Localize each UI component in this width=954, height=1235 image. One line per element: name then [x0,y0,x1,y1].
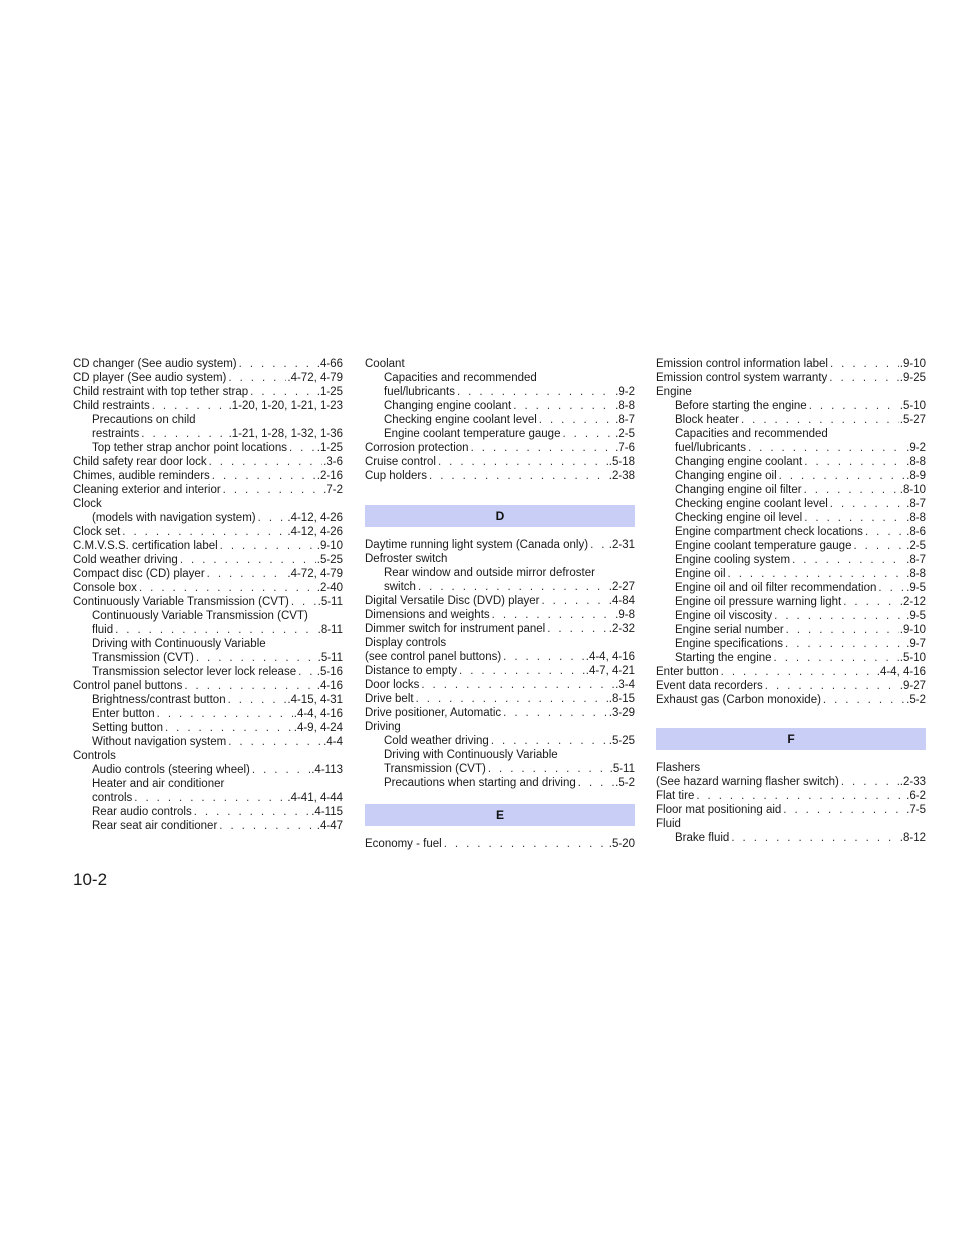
entry-text: Without navigation system [92,736,227,748]
entry-page: .2-27 [608,581,635,593]
entry-page: .8-9 [906,470,926,482]
entry-page: .5-11 [317,596,343,608]
index-subentry [73,693,343,707]
entry-text: Starting the engine [675,652,772,664]
index-entry [73,483,343,497]
entry-text: Dimensions and weights [365,609,490,621]
index-subentry [365,385,635,399]
entry-text: Economy - fuel [365,838,442,850]
entry-text: Changing engine oil filter [675,484,802,496]
entry-text: Floor mat positioning aid [656,804,782,816]
entry-page: .7-6 [615,442,635,454]
index-subentry [73,707,343,721]
entry-page: .5-16 [316,666,343,678]
entry-text: Engine oil [675,568,726,580]
entry-page: .3-4 [615,679,635,691]
entry-page: .8-10 [899,484,926,496]
entry-page: .8-15 [608,693,635,705]
entry-page: .4-12, 4-26 [287,512,343,524]
entry-page: .4-16 [316,680,343,692]
entry-text: fuel/lubricants [384,386,455,398]
entry-page: .9-27 [899,680,926,692]
entry-page: .8-7 [615,414,635,426]
index-entry [73,553,343,567]
entry-page: .9-8 [615,609,635,621]
entry-page: .5-2 [906,694,926,706]
entry-text: Precautions when starting and driving [384,777,576,789]
index-entry [365,594,635,608]
entry-text: Engine compartment check locations [675,526,863,538]
entry-page: .2-33 [899,776,926,788]
entry-text: Block heater [675,414,739,426]
index-subentry-heading: Rear window and outside mirror defroster [384,567,595,579]
entry-text: Control panel buttons [73,680,183,692]
entry-page: .4-115 [311,806,343,818]
index-subentry [73,511,343,525]
entry-page: .2-32 [608,623,635,635]
index-subentry [73,721,343,735]
entry-text: Child safety rear door lock [73,456,207,468]
entry-text: Exhaust gas (Carbon monoxide) [656,694,821,706]
index-entry [73,595,343,609]
index-entry [365,678,635,692]
entry-page: .9-5 [906,582,926,594]
entry-page: .5-18 [608,456,635,468]
index-subentry [656,469,926,483]
entry-page: .4-4, 4-16 [585,651,635,663]
index-entry [656,693,926,707]
entry-page: .4-41, 4-44 [287,792,343,804]
index-subentry [656,567,926,581]
entry-page: .4-84 [608,595,635,607]
index-subentry-heading: Continuously Variable Transmission (CVT) [92,610,308,622]
index-entry [73,581,343,595]
index-entry [73,399,343,413]
entry-page: .6-2 [906,790,926,802]
entry-text: Dimmer switch for instrument panel [365,623,546,635]
entry-page: .9-25 [899,372,926,384]
entry-page: .7-5 [906,804,926,816]
index-entry [365,538,635,552]
section-letter-d: D [365,505,635,527]
entry-text: Cold weather driving [73,554,178,566]
entry-text: Door locks [365,679,420,691]
index-entry [365,469,635,483]
entry-text: Transmission selector lever lock release [92,666,297,678]
index-entry [73,455,343,469]
entry-text: Emission control system warranty [656,372,828,384]
index-subentry [656,455,926,469]
index-subentry [656,539,926,553]
index-entry [365,455,635,469]
entry-text: Cold weather driving [384,735,489,747]
entry-text: Event data recorders [656,680,763,692]
entry-page: .3-29 [608,707,635,719]
entry-text: Engine cooling system [675,554,791,566]
entry-page: .4-72, 4-79 [287,372,343,384]
index-subentry [656,413,926,427]
entry-text: Cruise control [365,456,436,468]
entry-page: .5-10 [899,652,926,664]
entry-text: Changing engine coolant [675,456,803,468]
entry-page: .9-5 [906,610,926,622]
entry-text: Engine coolant temperature gauge [675,540,852,552]
entry-text: Before starting the engine [675,400,807,412]
entry-text: switch [384,581,416,593]
index-subentry [365,762,635,776]
index-subentry [73,623,343,637]
entry-text: Flat tire [656,790,695,802]
entry-text: Child restraint with top tether strap [73,386,249,398]
entry-text: Engine oil and oil filter recommendation [675,582,877,594]
index-subentry [656,831,926,845]
entry-page: .8-8 [906,456,926,468]
index-subentry [73,763,343,777]
index-entry [656,357,926,371]
index-subentry [656,609,926,623]
entry-page: .4-66 [316,358,343,370]
index-heading: Engine [656,386,692,398]
index-subentry-heading: Capacities and recommended [675,428,828,440]
entry-text: Engine specifications [675,638,784,650]
index-subentry [73,427,343,441]
entry-text: Distance to empty [365,665,458,677]
entry-text: Audio controls (steering wheel) [92,764,250,776]
entry-page: .4-9, 4-24 [293,722,343,734]
entry-text: Enter button [92,708,155,720]
index-subentry [365,734,635,748]
entry-page: .8-7 [906,498,926,510]
index-entry [365,441,635,455]
entry-page: .2-31 [608,539,635,551]
entry-page: .4-12, 4-26 [287,526,343,538]
index-entry [73,539,343,553]
entry-page: .1-25 [316,386,343,398]
entry-page: .8-11 [317,624,343,636]
index-subentry [656,399,926,413]
entry-page: .9-10 [899,358,926,370]
entry-text: Digital Versatile Disc (DVD) player [365,595,540,607]
entry-text: Enter button [656,666,719,678]
entry-text: Rear seat air conditioner [92,820,218,832]
entry-page: .4-7, 4-21 [585,665,635,677]
index-subentry [73,651,343,665]
entry-page: .2-12 [899,596,926,608]
index-entry [365,706,635,720]
index-entry [73,385,343,399]
entry-text: Brake fluid [675,832,730,844]
entry-text: Setting button [92,722,163,734]
entry-page: .5-25 [316,554,343,566]
entry-text: Drive positioner, Automatic [365,707,502,719]
index-subentry [365,776,635,790]
entry-page: .8-8 [615,400,635,412]
entry-page: .5-11 [317,652,343,664]
entry-text: Engine oil pressure warning light [675,596,842,608]
index-subentry-heading: Driving with Continuously Variable [384,749,558,761]
entry-text: Changing engine coolant [384,400,512,412]
index-entry [365,608,635,622]
section-letter-e: E [365,804,635,826]
index-subentry [73,735,343,749]
index-subentry [73,791,343,805]
entry-page: .2-38 [608,470,635,482]
entry-text: Console box [73,582,137,594]
index-entry [73,679,343,693]
entry-text: Clock set [73,526,121,538]
entry-page: .4-4 [323,736,343,748]
entry-text: Brightness/contrast button [92,694,226,706]
entry-page: .5-25 [608,735,635,747]
index-subentry [365,399,635,413]
entry-text: controls [92,792,133,804]
entry-text: Corrosion protection [365,442,469,454]
entry-text: Child restraints [73,400,150,412]
index-subentry-heading: Heater and air conditioner [92,778,225,790]
index-entry [73,567,343,581]
index-column-1 [73,357,343,833]
index-subentry-heading: Driving with Continuously Variable [92,638,266,650]
entry-text: Transmission (CVT) [384,763,486,775]
index-entry [365,622,635,636]
entry-page: .4-47 [316,820,343,832]
entry-page: .2-5 [906,540,926,552]
entry-page: .9-10 [316,540,343,552]
index-subentry-heading: Precautions on child [92,414,196,426]
index-subentry-heading: Capacities and recommended [384,372,537,384]
entry-text: Rear audio controls [92,806,192,818]
index-subentry [365,413,635,427]
index-entry [73,469,343,483]
entry-page: .1-21, 1-28, 1-32, 1-36 [228,428,343,440]
entry-page: .2-40 [316,582,343,594]
entry-page: .5-20 [608,838,635,850]
index-entry [365,664,635,678]
index-column-2 [365,357,635,851]
entry-text: restraints [92,428,140,440]
entry-text: Continuously Variable Transmission (CVT) [73,596,289,608]
entry-text: Engine oil viscosity [675,610,773,622]
index-heading: Clock [73,498,102,510]
index-entry [365,650,635,664]
index-entry [656,371,926,385]
entry-text: Checking engine oil level [675,512,803,524]
index-entry [656,789,926,803]
index-column-3 [656,357,926,845]
index-heading: Driving [365,721,401,733]
entry-page: .2-16 [316,470,343,482]
entry-text: (models with navigation system) [92,512,256,524]
entry-text: Compact disc (CD) player [73,568,205,580]
index-entry [365,692,635,706]
index-heading: Display controls [365,637,447,649]
entry-text: fuel/lubricants [675,442,746,454]
index-heading: Controls [73,750,116,762]
entry-page: .7-2 [323,484,343,496]
index-entry [365,837,635,851]
index-entry [656,803,926,817]
entry-text: Engine coolant temperature gauge [384,428,561,440]
entry-text: Changing engine oil [675,470,777,482]
entry-page: .8-8 [906,568,926,580]
entry-page: .3-6 [323,456,343,468]
entry-page: .2-5 [615,428,635,440]
index-entry [656,665,926,679]
entry-text: Checking engine coolant level [675,498,828,510]
entry-page: .5-27 [899,414,926,426]
entry-text: Cleaning exterior and interior [73,484,221,496]
entry-text: CD player (See audio system) [73,372,227,384]
index-subentry [656,511,926,525]
index-entry [656,775,926,789]
entry-page: .5-11 [609,763,635,775]
index-subentry [656,637,926,651]
index-heading: Defroster switch [365,553,448,565]
entry-text: CD changer (See audio system) [73,358,237,370]
entry-text: fluid [92,624,114,636]
index-subentry [656,525,926,539]
index-entry [73,371,343,385]
entry-page: .5-2 [615,777,635,789]
index-subentry [656,441,926,455]
index-subentry [656,497,926,511]
index-subentry [656,581,926,595]
index-heading: Flashers [656,762,701,774]
index-subentry [656,651,926,665]
entry-page: .5-10 [899,400,926,412]
entry-text: Cup holders [365,470,428,482]
entry-page: .1-20, 1-20, 1-21, 1-23 [228,400,343,412]
entry-text: Emission control information label [656,358,828,370]
index-subentry [656,623,926,637]
entry-page: .4-113 [311,764,343,776]
entry-page: .9-2 [615,386,635,398]
index-subentry [656,553,926,567]
index-heading: Fluid [656,818,681,830]
entry-text: Transmission (CVT) [92,652,194,664]
index-subentry [73,819,343,833]
entry-text: (See hazard warning flasher switch) [656,776,839,788]
index-subentry [656,595,926,609]
entry-page: .9-10 [899,624,926,636]
index-subentry [73,805,343,819]
entry-page: .9-7 [906,638,926,650]
index-subentry [365,580,635,594]
entry-text: (see control panel buttons) [365,651,502,663]
entry-page: .1-25 [316,442,343,454]
index-subentry [73,665,343,679]
entry-page: .8-8 [906,512,926,524]
index-entry [73,525,343,539]
entry-text: Drive belt [365,693,414,705]
entry-page: .8-7 [906,554,926,566]
entry-text: Engine serial number [675,624,784,636]
section-letter-f: F [656,728,926,750]
entry-page: .4-4, 4-16 [293,708,343,720]
entry-text: Daytime running light system (Canada only) [365,539,589,551]
entry-page: .4-15, 4-31 [287,694,343,706]
entry-page: .4-4, 4-16 [876,666,926,678]
index-subentry [365,427,635,441]
entry-text: Checking engine coolant level [384,414,537,426]
index-heading: Coolant [365,358,405,370]
page-number: 10-2 [73,870,108,889]
entry-text: Top tether strap anchor point locations [92,442,287,454]
index-subentry [73,441,343,455]
entry-text: Chimes, audible reminders [73,470,210,482]
index-entry [73,357,343,371]
entry-page: .8-12 [899,832,926,844]
index-entry [656,679,926,693]
entry-text: C.M.V.S.S. certification label [73,540,218,552]
entry-page: .9-2 [906,442,926,454]
index-subentry [656,483,926,497]
entry-page: .8-6 [906,526,926,538]
entry-page: .4-72, 4-79 [287,568,343,580]
